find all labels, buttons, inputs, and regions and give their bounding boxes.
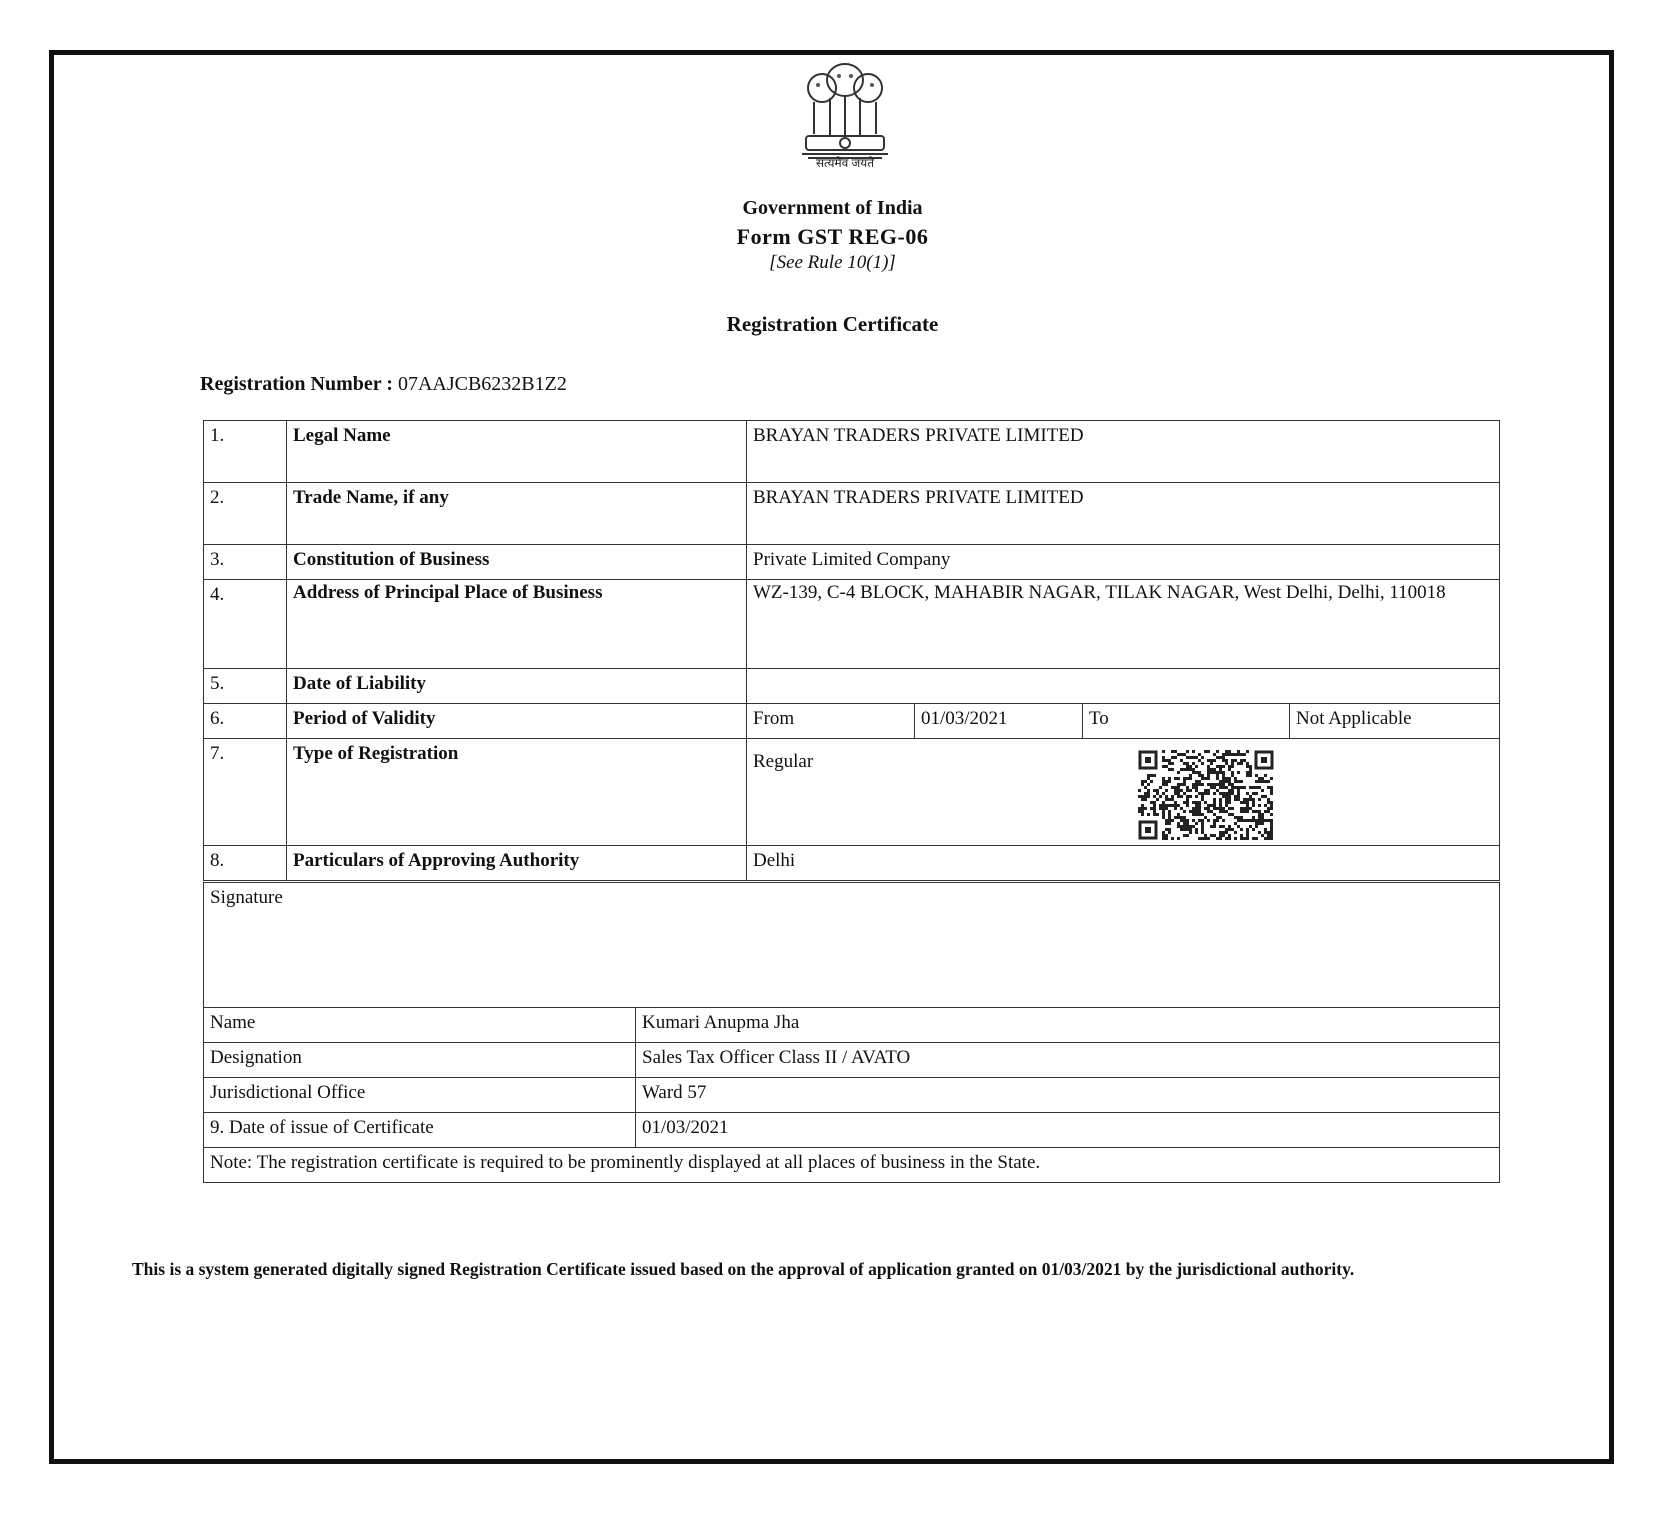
table-row [204, 580, 1500, 669]
emblem-motto: सत्यमेव जयते [815, 156, 875, 170]
jurisdictional-office-value: Ward 57 [636, 1078, 1500, 1113]
table-row [204, 1078, 1500, 1113]
table-row [204, 739, 1500, 846]
registration-number-value: 07AAJCB6232B1Z2 [397, 373, 567, 395]
certificate-title: Registration Certificate [726, 312, 939, 336]
constitution-value: Private Limited Company [747, 545, 1500, 580]
date-of-issue-label: 9. Date of issue of Certificate [204, 1113, 636, 1148]
table-row [204, 704, 1500, 739]
type-of-registration-label: Type of Registration [287, 739, 747, 846]
row-number: 8. [204, 846, 287, 881]
registration-number [200, 373, 567, 396]
type-of-registration-value: Regular [747, 739, 1500, 846]
jurisdictional-office-label: Jurisdictional Office [204, 1078, 636, 1113]
signature-label: Signature [204, 883, 1500, 1008]
row-number: 7. [204, 739, 287, 846]
table-row [204, 545, 1500, 580]
registration-details-table [203, 420, 1500, 881]
officer-name-label: Name [204, 1008, 636, 1043]
table-row [204, 421, 1500, 483]
government-heading: Government of India [742, 197, 923, 219]
legal-name-value: BRAYAN TRADERS PRIVATE LIMITED [747, 421, 1500, 483]
row-number: 1. [204, 421, 287, 483]
table-row [204, 1008, 1500, 1043]
table-row [204, 846, 1500, 881]
row-number: 5. [204, 669, 287, 704]
address-label: Address of Principal Place of Business [287, 580, 747, 669]
designation-value: Sales Tax Officer Class II / AVATO [636, 1043, 1500, 1078]
designation-label: Designation [204, 1043, 636, 1078]
date-of-liability-value [747, 669, 1500, 704]
table-row [204, 1113, 1500, 1148]
form-heading: Form GST REG-06 [736, 224, 929, 249]
approving-authority-value: Delhi [747, 846, 1500, 881]
officer-name-value: Kumari Anupma Jha [636, 1008, 1500, 1043]
trade-name-label: Trade Name, if any [287, 483, 747, 545]
validity-to-label: To [1083, 704, 1290, 739]
table-row [204, 1148, 1500, 1183]
period-of-validity-label: Period of Validity [287, 704, 747, 739]
display-note: Note: The registration certificate is required to be prominently displayed at all places of business in the State. [204, 1148, 1500, 1183]
table-row [204, 1043, 1500, 1078]
signature-table [203, 882, 1500, 1183]
date-of-liability-label: Date of Liability [287, 669, 747, 704]
trade-name-value: BRAYAN TRADERS PRIVATE LIMITED [747, 483, 1500, 545]
row-number: 2. [204, 483, 287, 545]
qr-code-icon [1138, 750, 1274, 840]
validity-from-value: 01/03/2021 [915, 704, 1083, 739]
date-of-issue-value: 01/03/2021 [636, 1113, 1500, 1148]
row-number: 4. [204, 580, 287, 669]
system-generated-footer: This is a system generated digitally signed Registration Certificate issued based on the approval of application granted on 01/03/2021 by the jurisdictional authority. [132, 1259, 1355, 1279]
validity-from-label: From [747, 704, 915, 739]
approving-authority-label: Particulars of Approving Authority [287, 846, 747, 881]
constitution-label: Constitution of Business [287, 545, 747, 580]
legal-name-label: Legal Name [287, 421, 747, 483]
validity-to-value: Not Applicable [1290, 704, 1500, 739]
registration-number-label: Registration Number : [200, 373, 393, 395]
table-row [204, 883, 1500, 1008]
table-row [204, 669, 1500, 704]
table-row [204, 483, 1500, 545]
address-value: WZ-139, C-4 BLOCK, MAHABIR NAGAR, TILAK NAGAR, West Delhi, Delhi, 110018 [747, 580, 1500, 669]
row-number: 3. [204, 545, 287, 580]
rule-reference: [See Rule 10(1)] [769, 252, 896, 273]
row-number: 6. [204, 704, 287, 739]
